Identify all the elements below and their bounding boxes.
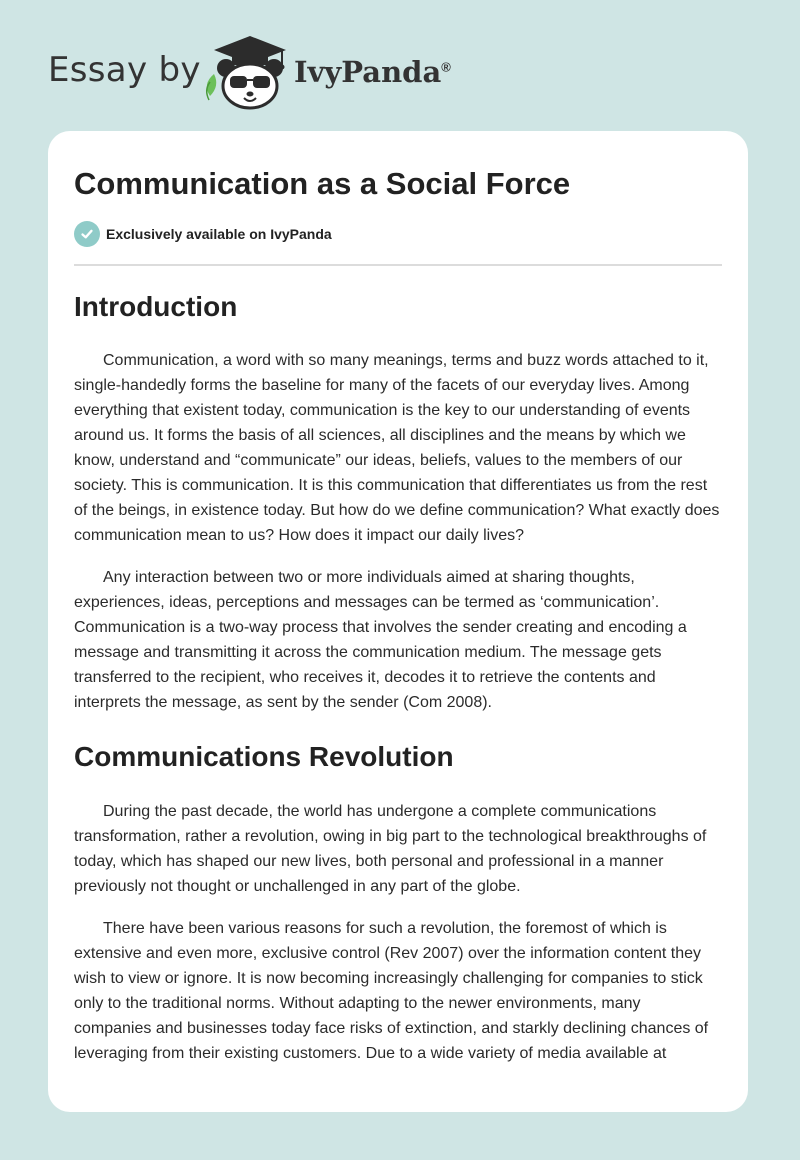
essay-card [48, 131, 748, 1112]
brand-logo-text [294, 55, 451, 89]
brand-name: IvyPanda [294, 55, 442, 89]
registered-mark: ® [441, 59, 451, 75]
divider [74, 264, 722, 266]
paragraph: There have been various reasons for such a revolution, the foremost of which is extensive and even more, exclusive control (Rev 2007) over the information content they wish to view or ignore. It is now becoming increasingly challenging for companies to stick only to the traditional norms. Without adapting to the newer environments, many companies and businesses today face risks of extinction, and starkly declining chances of leveraging from their existing customers. Due to a wide variety of media available at [74, 920, 709, 1062]
essay-by-label: Essay by [48, 50, 201, 90]
paragraph: During the past decade, the world has undergone a complete communications transformation, rather a revolution, owing in big part to the technological breakthroughs of today, which has shaped our new lives, both personal and professional in a manner previously not thought or unchallenged in any part of the globe. [74, 803, 707, 895]
site-header [0, 0, 800, 120]
section-heading-communications-revolution: Communications Revolution [74, 741, 454, 772]
paragraph: Any interaction between two or more individuals aimed at sharing thoughts, experiences, ideas, perceptions and messages can be termed as ‘communication’. Communication is a two-way process that involves the sender creating and encoding a message and transmitting it across the communication medium. The message gets transferred to the recipient, who receives it, decodes it to retrieve the contents and interprets the message, as sent by the sender (Com 2008). [74, 569, 687, 711]
exclusive-badge [74, 220, 722, 248]
panda-graduation-cap-icon [200, 34, 288, 110]
page-title: Communication as a Social Force [74, 166, 571, 201]
paragraph: Communication, a word with so many meanings, terms and buzz words attached to it, single-handedly forms the baseline for many of the facets of our everyday lives. Among everything that existent today, communication is the key to our understanding of events around us. It forms the basis of all sciences, all disciplines and the means by which we know, understand and “communicate” our ideas, beliefs, values to the members of our society. This is communication. It is this communication that differentiates us from the rest of the beings, in existence today. But how do we define communication? What exactly does communication mean to us? How does it impact our daily lives? [74, 352, 720, 544]
checkmark-circle-icon [74, 221, 100, 247]
badge-label: Exclusively available on IvyPanda [106, 226, 332, 242]
section-heading-introduction: Introduction [74, 291, 238, 322]
